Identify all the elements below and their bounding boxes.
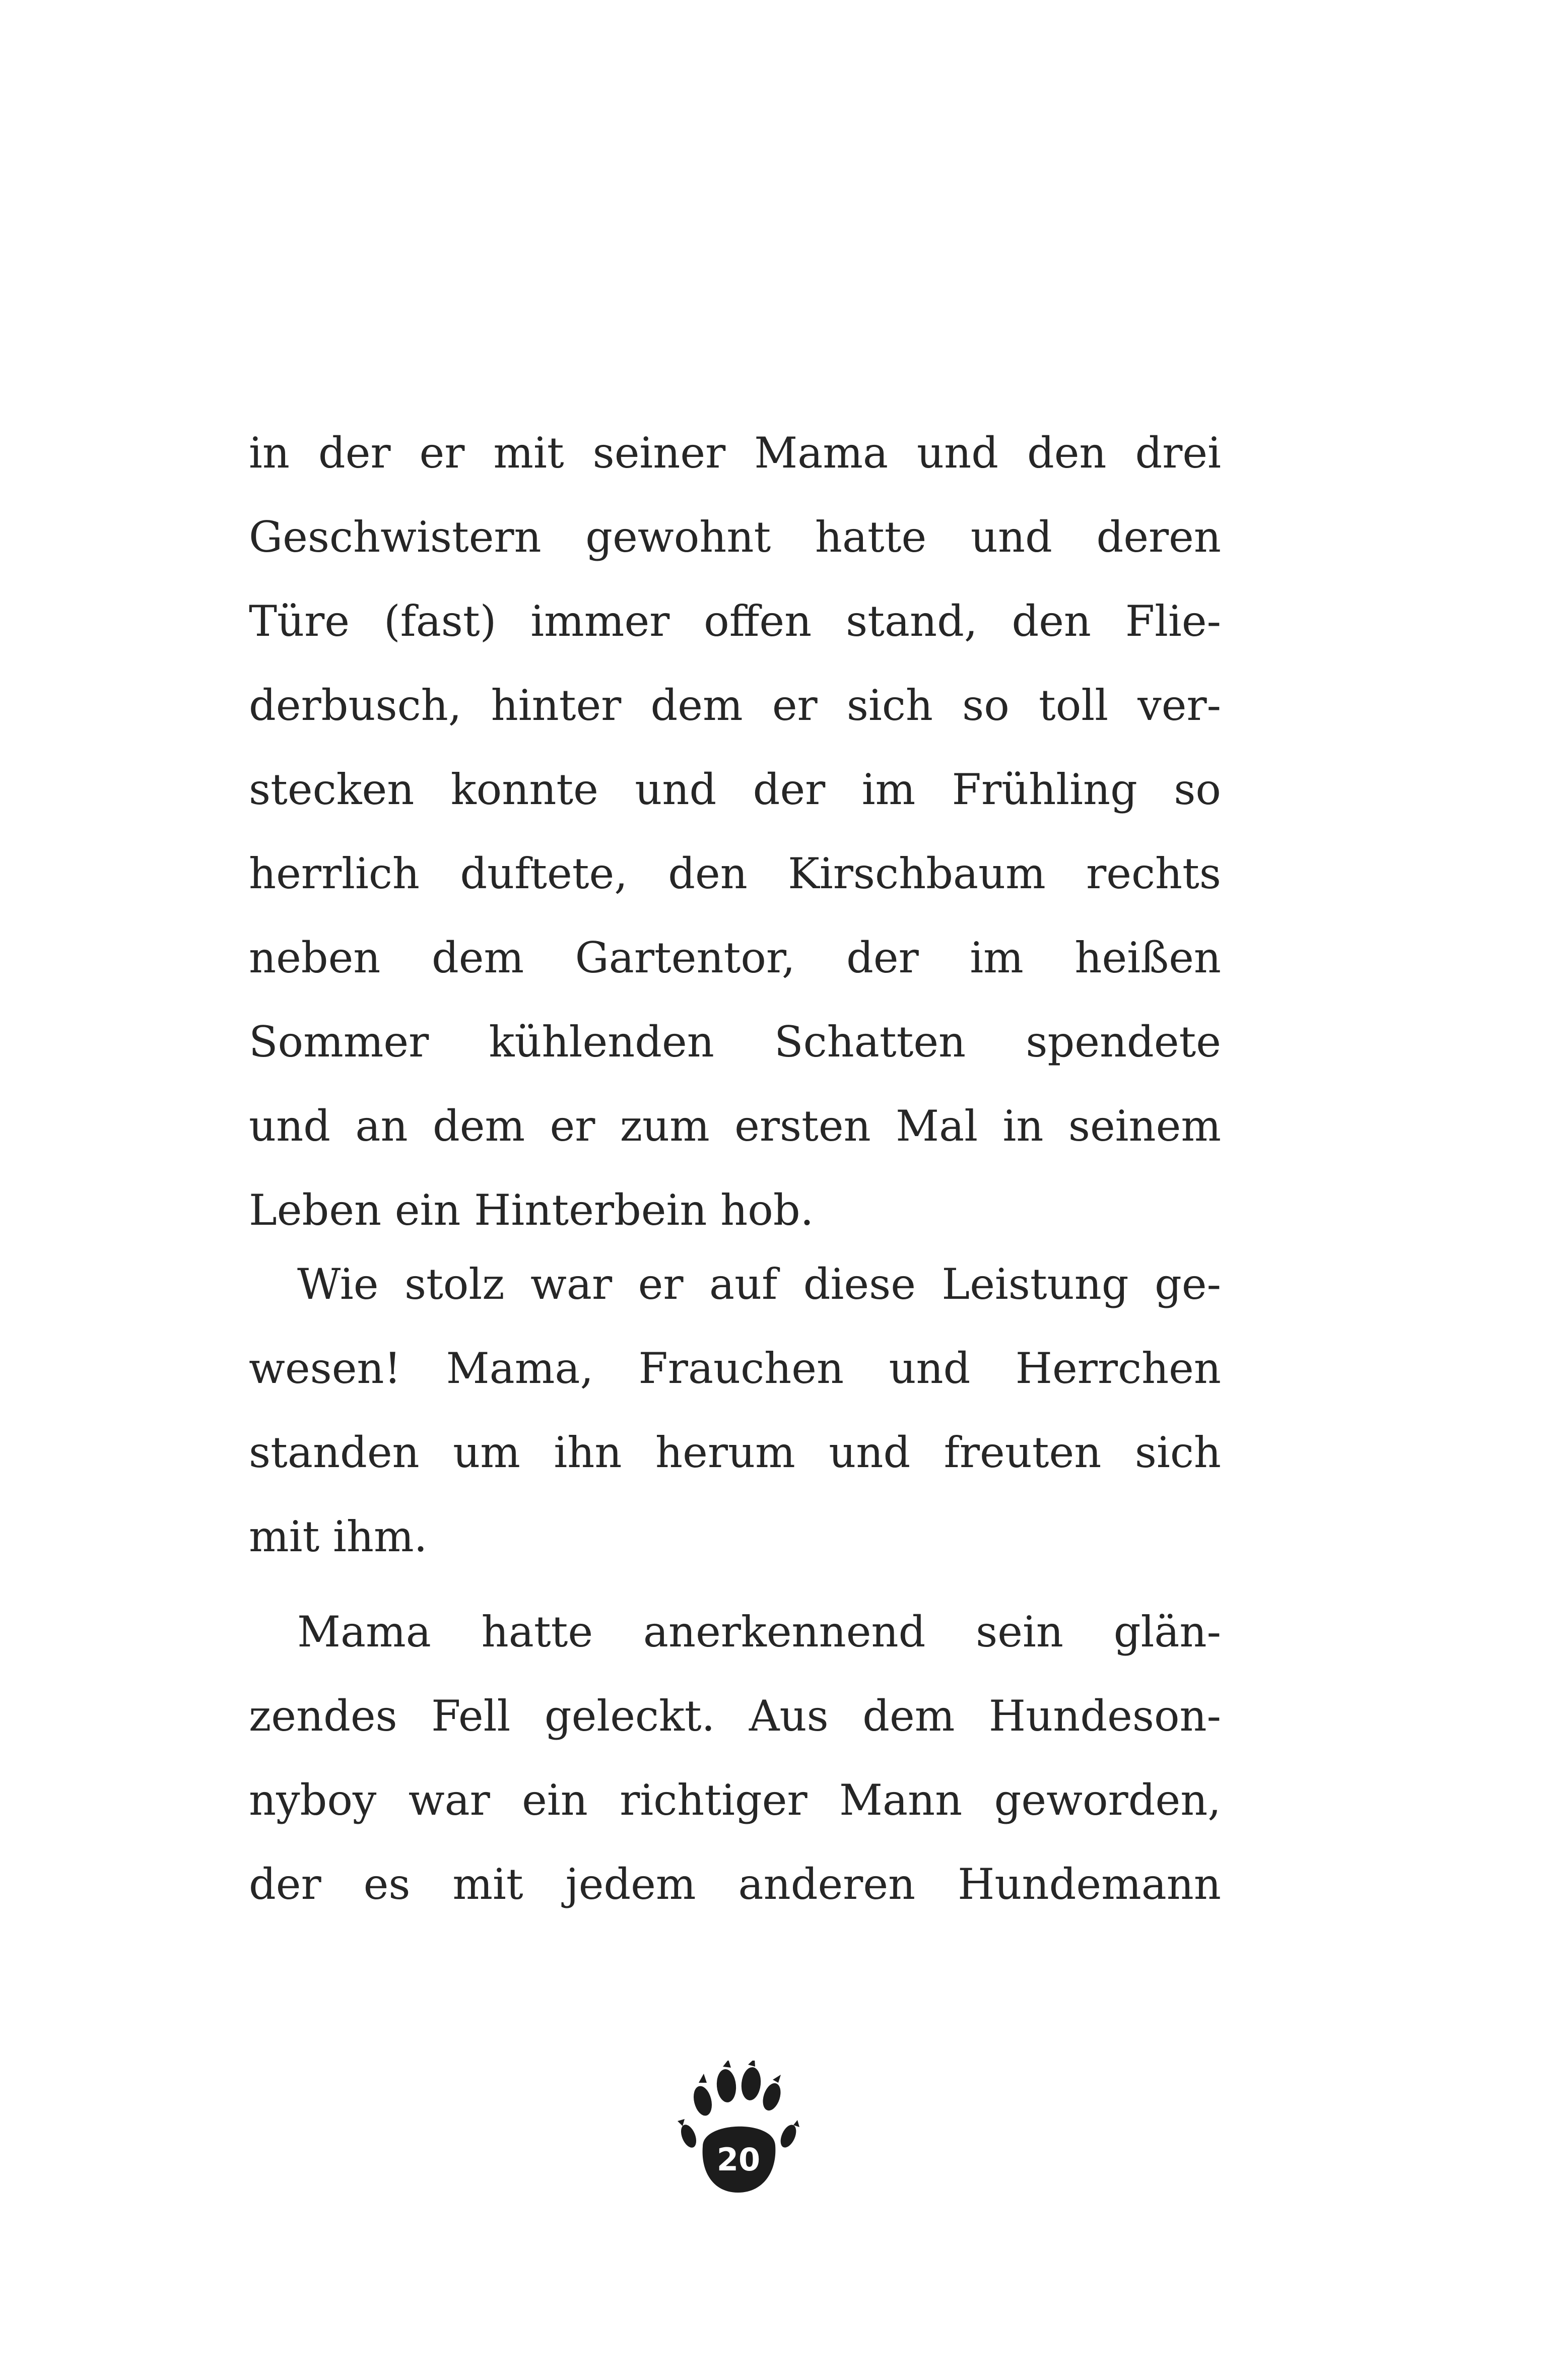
- text-line: standen um ihn herum und freuten sich: [249, 1428, 1221, 1477]
- text-line: in der er mit seiner Mama und den drei: [249, 428, 1221, 478]
- text-line: Sommer kühlenden Schatten spendete: [249, 1017, 1221, 1067]
- text-line: und an dem er zum ersten Mal in seinem: [249, 1101, 1221, 1151]
- paw-print-icon: [667, 2061, 809, 2202]
- text-line: Mama hatte anerkennend sein glän-: [297, 1607, 1221, 1657]
- page-number: 20: [716, 2141, 761, 2178]
- text-line: Wie stolz war er auf diese Leistung ge-: [297, 1260, 1221, 1309]
- text-line: nyboy war ein richtiger Mann geworden,: [249, 1775, 1221, 1825]
- paragraph-3: [249, 1590, 1221, 1927]
- text-line: zendes Fell geleckt. Aus dem Hundeson-: [249, 1691, 1221, 1741]
- text-line: der es mit jedem anderen Hundemann: [249, 1860, 1221, 1909]
- text-line: derbusch, hinter dem er sich so toll ver-: [249, 681, 1221, 730]
- text-line: herrlich duftete, den Kirschbaum rechts: [249, 849, 1221, 898]
- text-line: Geschwistern gewohnt hatte und deren: [249, 512, 1221, 562]
- text-line: stecken konnte und der im Frühling so: [249, 765, 1221, 814]
- text-line: mit ihm.: [249, 1512, 428, 1561]
- text-line: wesen! Mama, Frauchen und Herrchen: [249, 1344, 1221, 1393]
- text-line: Türe (fast) immer offen stand, den Flie-: [249, 597, 1221, 646]
- paragraph-2: [249, 1242, 1221, 1579]
- text-line: Leben ein Hinterbein hob.: [249, 1185, 814, 1235]
- paragraph-1: [249, 411, 1221, 1252]
- text-line: neben dem Gartentor, der im heißen: [249, 933, 1221, 982]
